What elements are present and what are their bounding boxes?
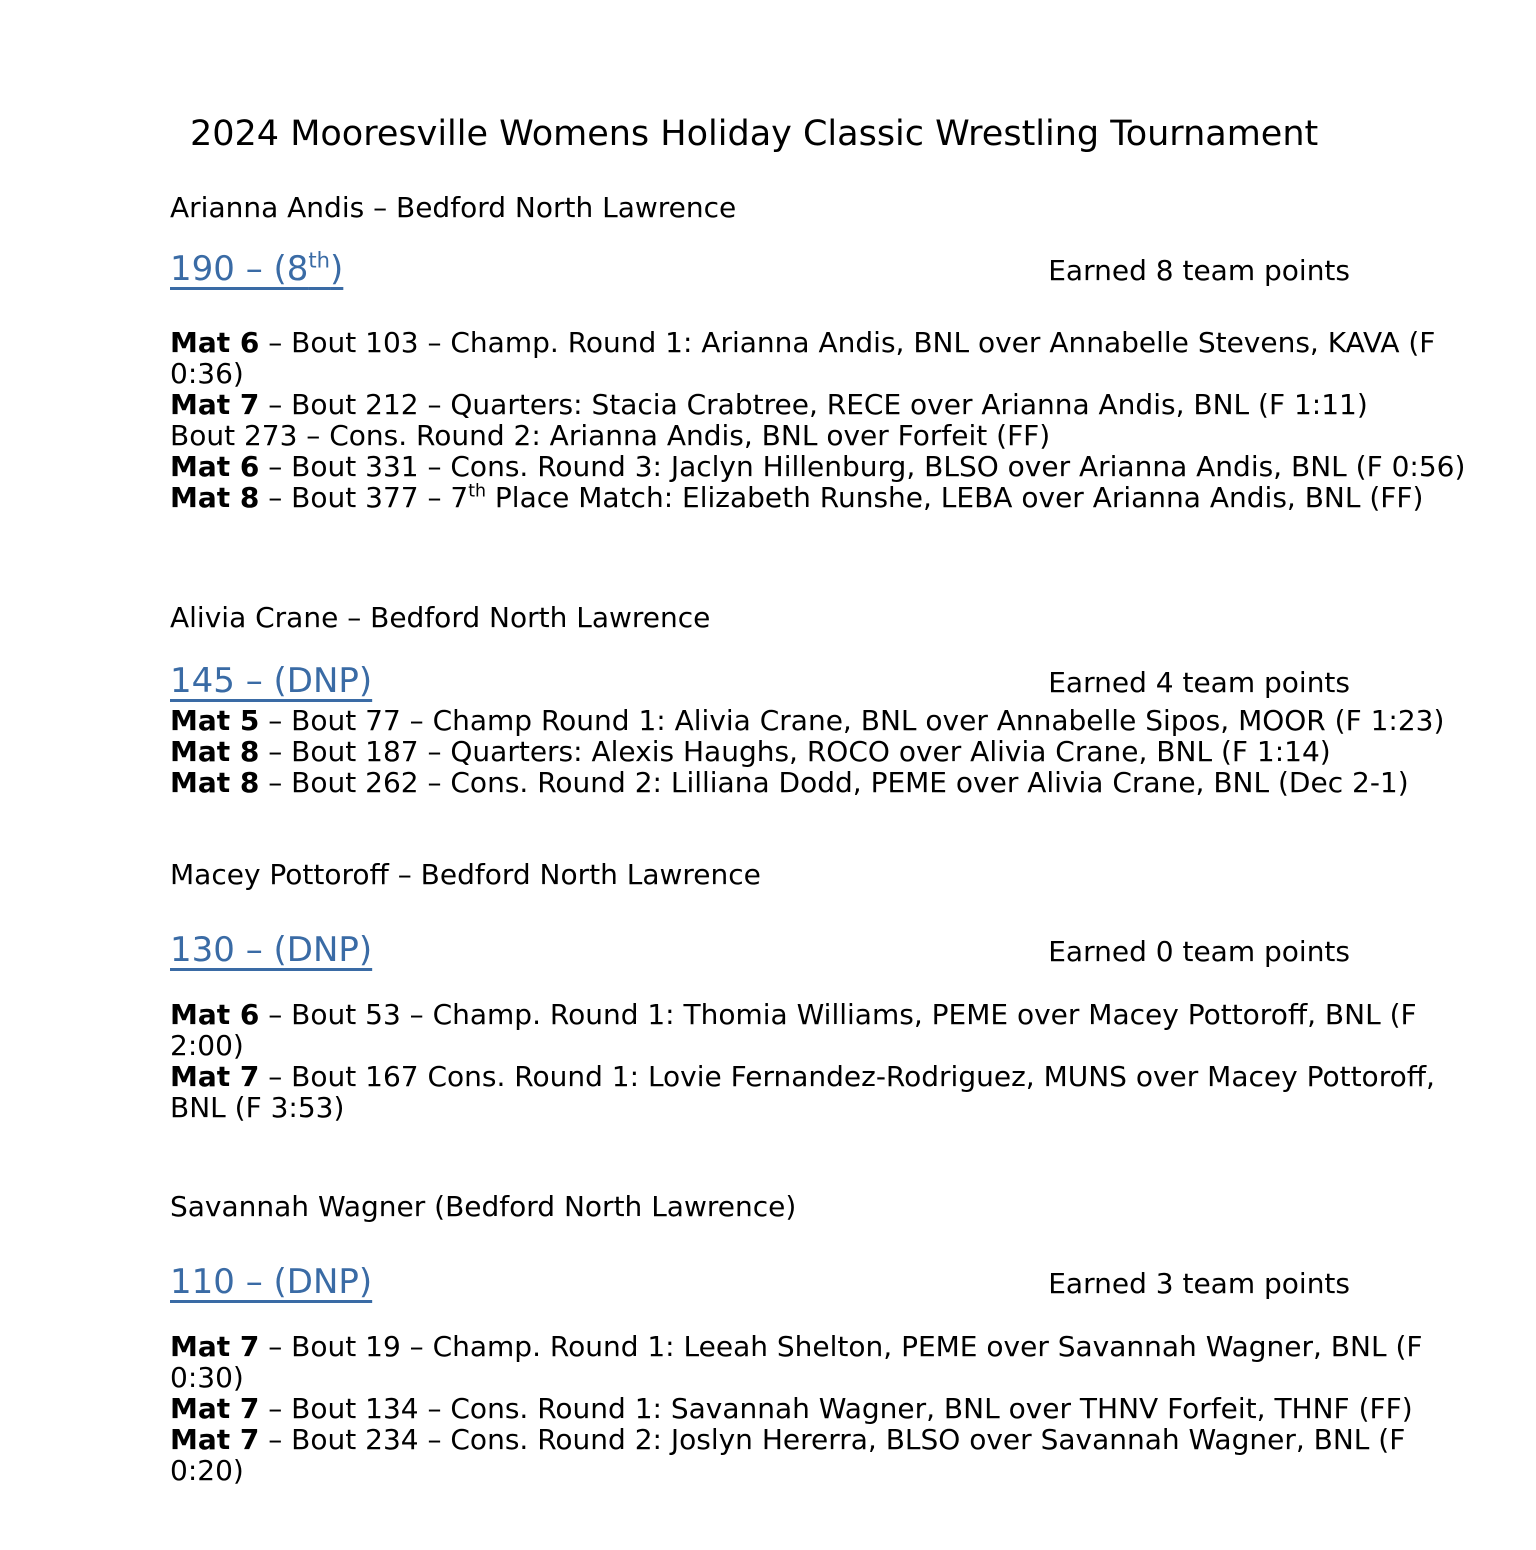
bout-list [170,1331,1536,1486]
mat-label: Mat 6 [170,998,260,1031]
weight-class-link[interactable] [170,1260,372,1304]
mat-label: Mat 7 [170,1330,260,1363]
mat-label: Mat 6 [170,450,260,483]
weight-class-link[interactable] [170,928,372,972]
bout-list [170,327,1536,513]
mat-label: Mat 7 [170,1392,260,1425]
weight-row [170,928,1350,974]
team-points-label: Earned 0 team points [1048,935,1350,968]
team-points-label: Earned 8 team points [1048,254,1350,287]
bout-line: Mat 7 – Bout 212 – Quarters: Stacia Crabtree, RECE over Arianna Andis, BNL (F 1:11) [170,388,1368,421]
weight-link-text: 190 – (8 [170,249,309,289]
weight-link-text: 145 – (DNP) [170,661,373,701]
bout-line: Bout 273 – Cons. Round 2: Arianna Andis, BNL over Forfeit (FF) [170,419,1051,452]
mat-label: Mat 7 [170,1423,260,1456]
wrestler-name: Macey Pottoroff – Bedford North Lawrence [170,858,761,891]
wrestler-section [170,1190,1536,1486]
wrestler-section [170,601,1536,798]
bout-line: Mat 6 – Bout 331 – Cons. Round 3: Jaclyn Hillenburg, BLSO over Arianna Andis, BNL (F 0:56) [170,450,1466,483]
ordinal-superscript: th [468,481,487,502]
bout-line: Mat 7 – Bout 167 Cons. Round 1: Lovie Fernandez-Rodriguez, MUNS over Macey Pottoroff, BNL (F 3:53) [170,1060,1435,1124]
mat-label: Mat 7 [170,388,260,421]
weight-row [170,247,1350,293]
team-points-label: Earned 4 team points [1048,666,1350,699]
weight-row [170,659,1350,705]
mat-label: Mat 7 [170,1060,260,1093]
page-title: 2024 Mooresville Womens Holiday Classic Wrestling Tournament [190,114,1319,154]
bout-line: Mat 7 – Bout 134 – Cons. Round 1: Savannah Wagner, BNL over THNV Forfeit, THNF (FF) [170,1392,1413,1425]
bout-line: Mat 5 – Bout 77 – Champ Round 1: Alivia Crane, BNL over Annabelle Sipos, MOOR (F 1:23) [170,704,1445,737]
wrestler-section [170,191,1536,513]
bout-line: Mat 7 – Bout 19 – Champ. Round 1: Leeah Shelton, PEME over Savannah Wagner, BNL (F 0:30) [170,1330,1423,1394]
team-points-label: Earned 3 team points [1048,1267,1350,1300]
weight-row [170,1260,1350,1306]
bout-line: Mat 6 – Bout 53 – Champ. Round 1: Thomia Williams, PEME over Macey Pottoroff, BNL (F 2:00) [170,998,1417,1062]
bout-line: Mat 8 – Bout 377 – 7th Place Match: Elizabeth Runshe, LEBA over Arianna Andis, BNL (FF) [170,481,1424,514]
bout-line: Mat 8 – Bout 262 – Cons. Round 2: Lilliana Dodd, PEME over Alivia Crane, BNL (Dec 2-1) [170,766,1409,799]
bout-line: Mat 6 – Bout 103 – Champ. Round 1: Arianna Andis, BNL over Annabelle Stevens, KAVA (F 0:36) [170,326,1436,390]
wrestler-name: Savannah Wagner (Bedford North Lawrence) [170,1190,797,1223]
weight-link-text: 130 – (DNP) [170,930,373,970]
wrestler-name: Alivia Crane – Bedford North Lawrence [170,601,711,634]
weight-class-link[interactable] [170,659,372,703]
mat-label: Mat 5 [170,704,260,737]
mat-label: Mat 8 [170,481,260,514]
wrestler-name: Arianna Andis – Bedford North Lawrence [170,191,737,224]
weight-link-superscript: th [308,247,331,273]
weight-link-close: ) [330,249,344,289]
wrestler-section [170,858,1536,1123]
bout-line: Mat 8 – Bout 187 – Quarters: Alexis Haughs, ROCO over Alivia Crane, BNL (F 1:14) [170,735,1331,768]
mat-label: Mat 8 [170,766,260,799]
bout-line: Mat 7 – Bout 234 – Cons. Round 2: Joslyn Hererra, BLSO over Savannah Wagner, BNL (F 0:20) [170,1423,1406,1487]
weight-class-link[interactable] [170,247,343,291]
bout-list [170,705,1536,798]
mat-label: Mat 6 [170,326,260,359]
mat-label: Mat 8 [170,735,260,768]
bout-list [170,999,1536,1123]
weight-link-text: 110 – (DNP) [170,1262,373,1302]
